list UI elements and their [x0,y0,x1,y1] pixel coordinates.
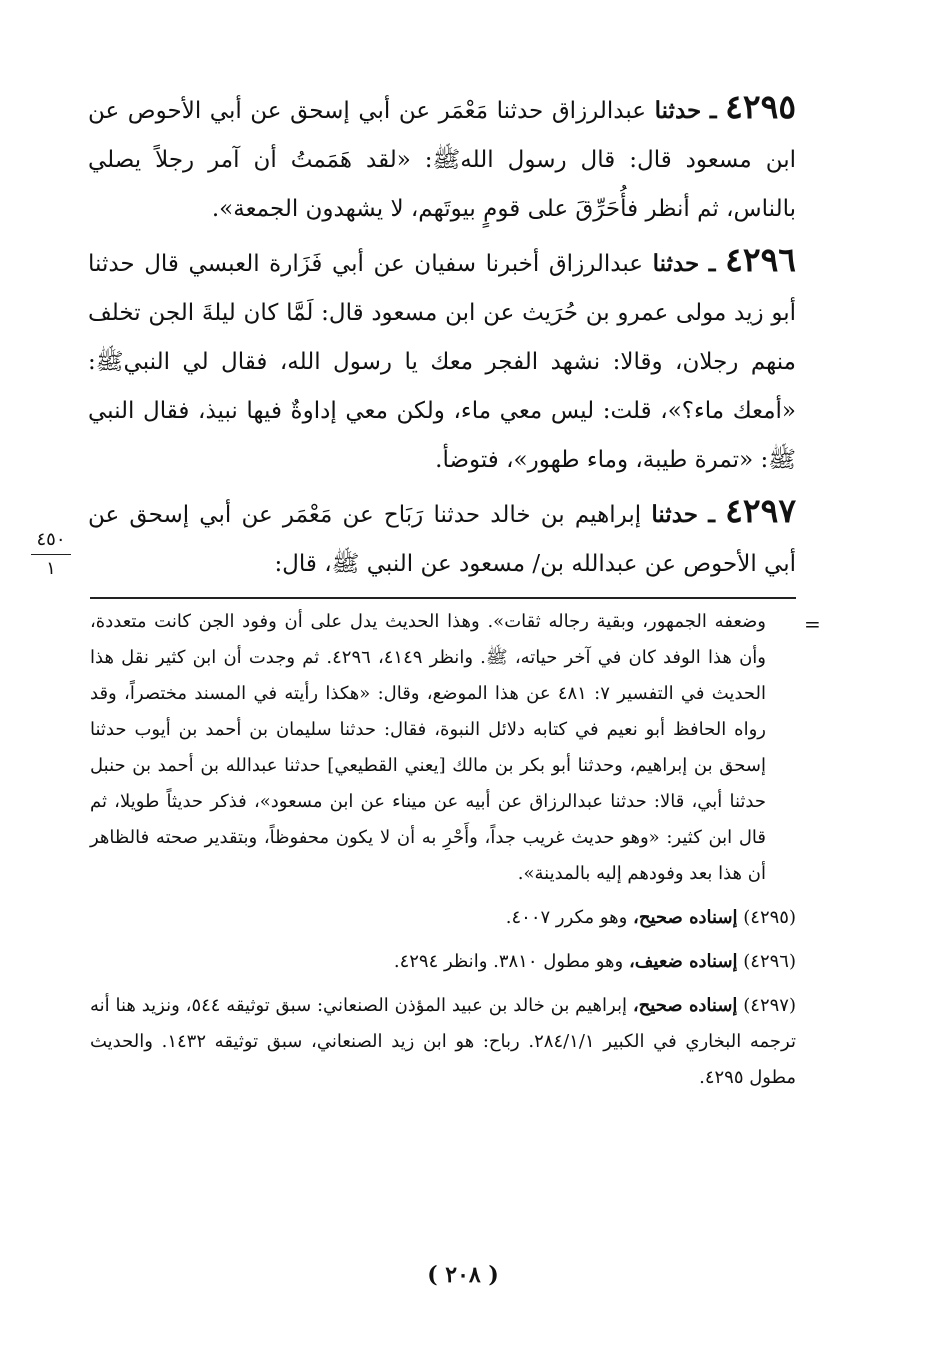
continuation-mark: = [804,612,821,636]
hadith-4296 [88,235,796,485]
hadith-dash: ـ [708,501,715,528]
hadith-dash: ـ [709,97,717,124]
footnote-4297 [90,988,796,1096]
margin-ref-rule [31,554,71,555]
footnote-4296 [90,944,796,980]
footnote-text: وهو مكرر ٤٠٠٧. [505,907,628,928]
margin-reference [24,530,78,579]
footnote-label: (٤٢٩٧) [743,995,796,1016]
hadith-number: ٤٢٩٧ [725,491,797,530]
footnotes [90,604,796,1096]
footnote-text: إبراهيم بن خالد بن عبيد المؤذن الصنعاني: سبق توثيقه ٥٤٤، ونزيد هنا أنه ترجمه البخاري في الكبير ٢٨٤/١/١. رباح: هو ابن زيد الصنعاني، سبق توثيقه ١٤٣٢. والحديث مطول ٤٢٩٥. [90,995,796,1088]
footnote-continuation: وضعفه الجمهور، وبقية رجاله ثقات». وهذا الحديث يدل على أن وفود الجن كانت متعددة، وأن هذا الوفد كان في آخر حياته، ﷺ. وانظر ٤١٤٩، ٤٢٩٦. ثم وجدت أن ابن كثير نقل هذا الحديث في التفسير ٧: ٤٨١ عن هذا الموضع، وقال: «هكذا رأيته في المسند مختصراً، وقد رواه الحافظ أبو نعيم في كتابه دلائل النبوة، فقال: حدثنا سليمان بن أحمد بن أيوب حدثنا إسحق بن إبراهيم، وحدثنا أبو بكر بن مالك [يعني القطيعي] حدثنا عبدالله بن أحمد بن حنبل حدثنا أبي، قالا: حدثنا عبدالرزاق عن أبيه عن ميناء عن ابن مسعود»، فذكر حديثاً طويلا، ثم قال ابن كثير: «وهو حديث غريب جداً، وأَحْرِ به أن لا يكون محفوظاً، وبتقدير صحته فالظاهر أن هذا بعد وفودهم إليه بالمدينة». [90,611,766,884]
footnote-4295 [90,900,796,936]
footnote-label: (٤٢٩٥) [743,907,796,928]
footnote-grade: إسناده ضعيف، [628,951,738,972]
footnote-grade: إسناده صحيح، [633,907,738,928]
margin-ref-part: ١ [46,558,56,579]
hadith-lead: حدثنا [654,97,702,124]
footnote-label: (٤٢٩٦) [743,951,796,972]
hadith-4295 [88,82,796,234]
hadith-number: ٤٢٩٥ [725,87,797,126]
hadith-text: عبدالرزاق حدثنا مَعْمَر عن أبي إسحق عن أبي الأحوص عن ابن مسعود قال: قال رسول اللهﷺ: «لقد هَمَمتُ أن آمر رجلاً يصلي بالناس، ثم أنظر فأُحَرِّقَ على قومٍ بيوتَهم، لا يشهدون الجمعة». [88,98,796,222]
hadith-lead: حدثنا [651,501,698,528]
hadith-4297 [88,486,796,589]
hadith-text: عبدالرزاق أخبرنا سفيان عن أبي فَزَارة العبسي قال حدثنا أبو زيد مولى عمرو بن حُرَيث عن ابن مسعود قال: لَمَّا كان ليلةَ الجن تخلف منهم رجلان، وقالا: نشهد الفجر معك يا رسول الله، فقال لي النبيﷺ: «أمعك ماء؟»، قلت: ليس معي ماء، ولكن معي إداوةٌ فيها نبيذ، فقال النبي ﷺ: «تمرة طيبة، وماء طهور»، فتوضأ. [88,251,796,473]
footnote-grade: إسناده صحيح، [632,995,738,1016]
hadith-lead: حدثنا [652,250,700,277]
hadith-dash: ـ [708,250,716,277]
margin-ref-volume: ٤٥٠ [36,529,66,550]
hadith-number: ٤٢٩٦ [725,240,797,279]
footnote-divider [90,597,796,599]
footnote-text: وهو مطول ٣٨١٠. وانظر ٤٢٩٤. [393,951,624,972]
page-number: ( ٢٠٨ ) [427,1262,499,1288]
hadith-text: إبراهيم بن خالد حدثنا رَبَاح عن مَعْمَر عن أبي إسحق عن أبي الأحوص عن عبدالله بن/ مسعود عن النبي ﷺ، قال: [88,502,796,577]
main-text [88,82,796,589]
